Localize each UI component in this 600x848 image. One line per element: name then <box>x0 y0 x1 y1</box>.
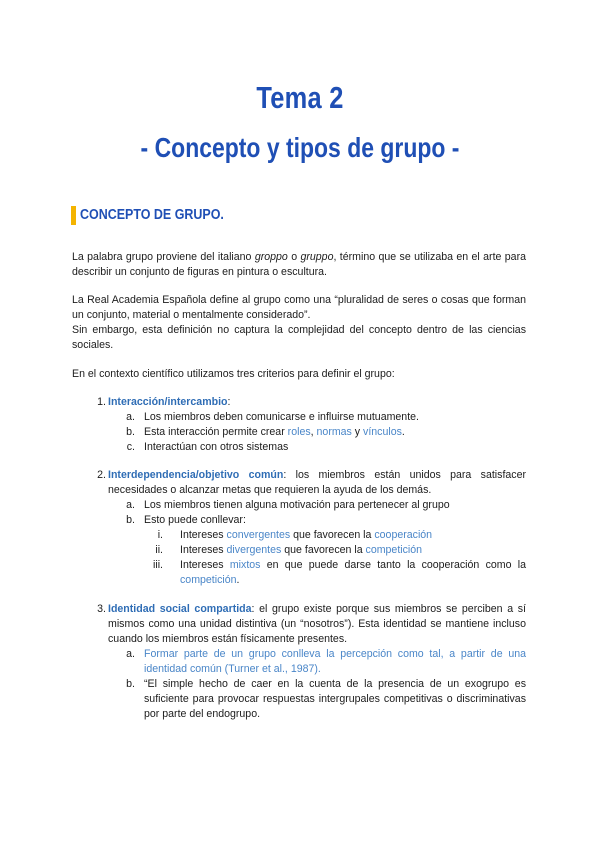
list-item-text: “El simple hecho de caer en la cuenta de la presencia de un exogrupo es suficiente para provocar respuestas intergrupales competitivas o discriminativas por parte del endogrupo. <box>144 678 526 720</box>
section-heading-label: CONCEPTO DE GRUPO. <box>80 207 224 223</box>
list-item-text <box>144 425 526 440</box>
text-run: que favorecen la <box>281 544 366 556</box>
text-run: Intereses <box>180 559 230 571</box>
list-item-text <box>180 543 526 558</box>
text-run: . <box>236 574 240 586</box>
paragraph-etymology <box>72 250 526 280</box>
link-roles[interactable]: roles <box>287 426 311 438</box>
link-normas[interactable]: normas <box>316 426 352 438</box>
list-item-text: Los miembros tienen alguna motivación para pertenecer al grupo <box>144 499 450 511</box>
criterion-heading: Interdependencia/objetivo común <box>108 469 284 481</box>
text-run: que favorecen la <box>290 529 375 541</box>
list-number: 3. <box>97 603 106 615</box>
list-marker: a. <box>126 648 135 660</box>
page-subtitle: - Concepto y tipos de grupo - <box>140 132 460 163</box>
list-item-text <box>180 558 526 588</box>
text-run: , término que se utilizaba en el arte para describir un conjunto de figuras en pintura o escultura. <box>72 251 526 278</box>
list-item-text <box>180 528 526 543</box>
list-item-text <box>108 468 526 498</box>
list-marker: iii. <box>152 559 163 571</box>
list-item-text: Los miembros deben comunicarse e influirse mutuamente. <box>144 411 419 423</box>
text-run: . <box>401 426 405 438</box>
text-run: Intereses <box>180 529 227 541</box>
section-accent-bar <box>71 206 76 225</box>
list-item-text: Esto puede conllevar: <box>144 514 246 526</box>
text-run: Intereses <box>180 544 227 556</box>
criterion-heading: Identidad social compartida <box>108 603 252 615</box>
text-run: La palabra grupo proviene del italiano <box>72 251 255 263</box>
list-marker: b. <box>126 426 135 438</box>
link-competicion[interactable]: competición <box>365 544 423 556</box>
text-run: : el grupo existe porque sus miembros se perciben a sí mismos como una unidad distintiva (un “nosotros”). Esta identidad se mantiene incluso cuando los miembros están físicamente presentes. <box>108 603 526 645</box>
criterion-heading: Interacción/intercambio <box>108 396 228 408</box>
rae-critique-text: Sin embargo, esta definición no captura la complejidad del concepto dentro de las ciencias sociales. <box>72 324 526 351</box>
list-marker: i. <box>157 529 163 541</box>
text-run: y <box>351 426 364 438</box>
italic-term: gruppo <box>300 251 334 263</box>
link-cooperacion[interactable]: cooperación <box>374 529 433 541</box>
list-item-text <box>108 395 526 410</box>
rae-definition-text: La Real Academia Española define al grupo como una “pluralidad de seres o cosas que forman un conjunto, material o mentalmente considerado”. <box>72 294 526 321</box>
list-marker: a. <box>126 411 135 423</box>
paragraph-criteria-intro: En el contexto científico utilizamos tres criterios para definir el grupo: <box>72 368 395 380</box>
list-marker: a. <box>126 499 135 511</box>
link-divergentes[interactable]: divergentes <box>226 544 282 556</box>
italic-term: groppo <box>254 251 288 263</box>
link-mixtos[interactable]: mixtos <box>229 559 261 571</box>
list-marker: b. <box>126 678 135 690</box>
text-run: , <box>310 426 317 438</box>
text-run: Esta interacción permite crear <box>144 426 288 438</box>
text-run: en que puede darse tanto la cooperación como la <box>260 559 526 571</box>
list-item-text: Interactúan con otros sistemas <box>144 441 289 453</box>
list-marker: ii. <box>155 544 163 556</box>
link-vinculos[interactable]: vínculos <box>363 426 402 438</box>
link-convergentes[interactable]: convergentes <box>226 529 291 541</box>
text-run: o <box>287 251 301 263</box>
paragraph-rae-definition <box>72 293 526 353</box>
list-number: 1. <box>97 396 106 408</box>
text-run: : los miembros están unidos para satisfacer necesidades o alcanzar metas que requieren la ayuda de los demás. <box>108 469 526 496</box>
page-title: Tema 2 <box>256 80 344 115</box>
link-competicion[interactable]: competición <box>180 574 237 586</box>
section-heading <box>71 205 247 225</box>
list-number: 2. <box>97 469 106 481</box>
list-marker: c. <box>126 441 135 453</box>
list-item-text <box>108 602 526 647</box>
list-marker: b. <box>126 514 135 526</box>
list-item-text: Formar parte de un grupo conlleva la percepción como tal, a partir de una identidad común (Turner et al., 1987). <box>144 648 526 675</box>
text-run: : <box>227 396 231 408</box>
